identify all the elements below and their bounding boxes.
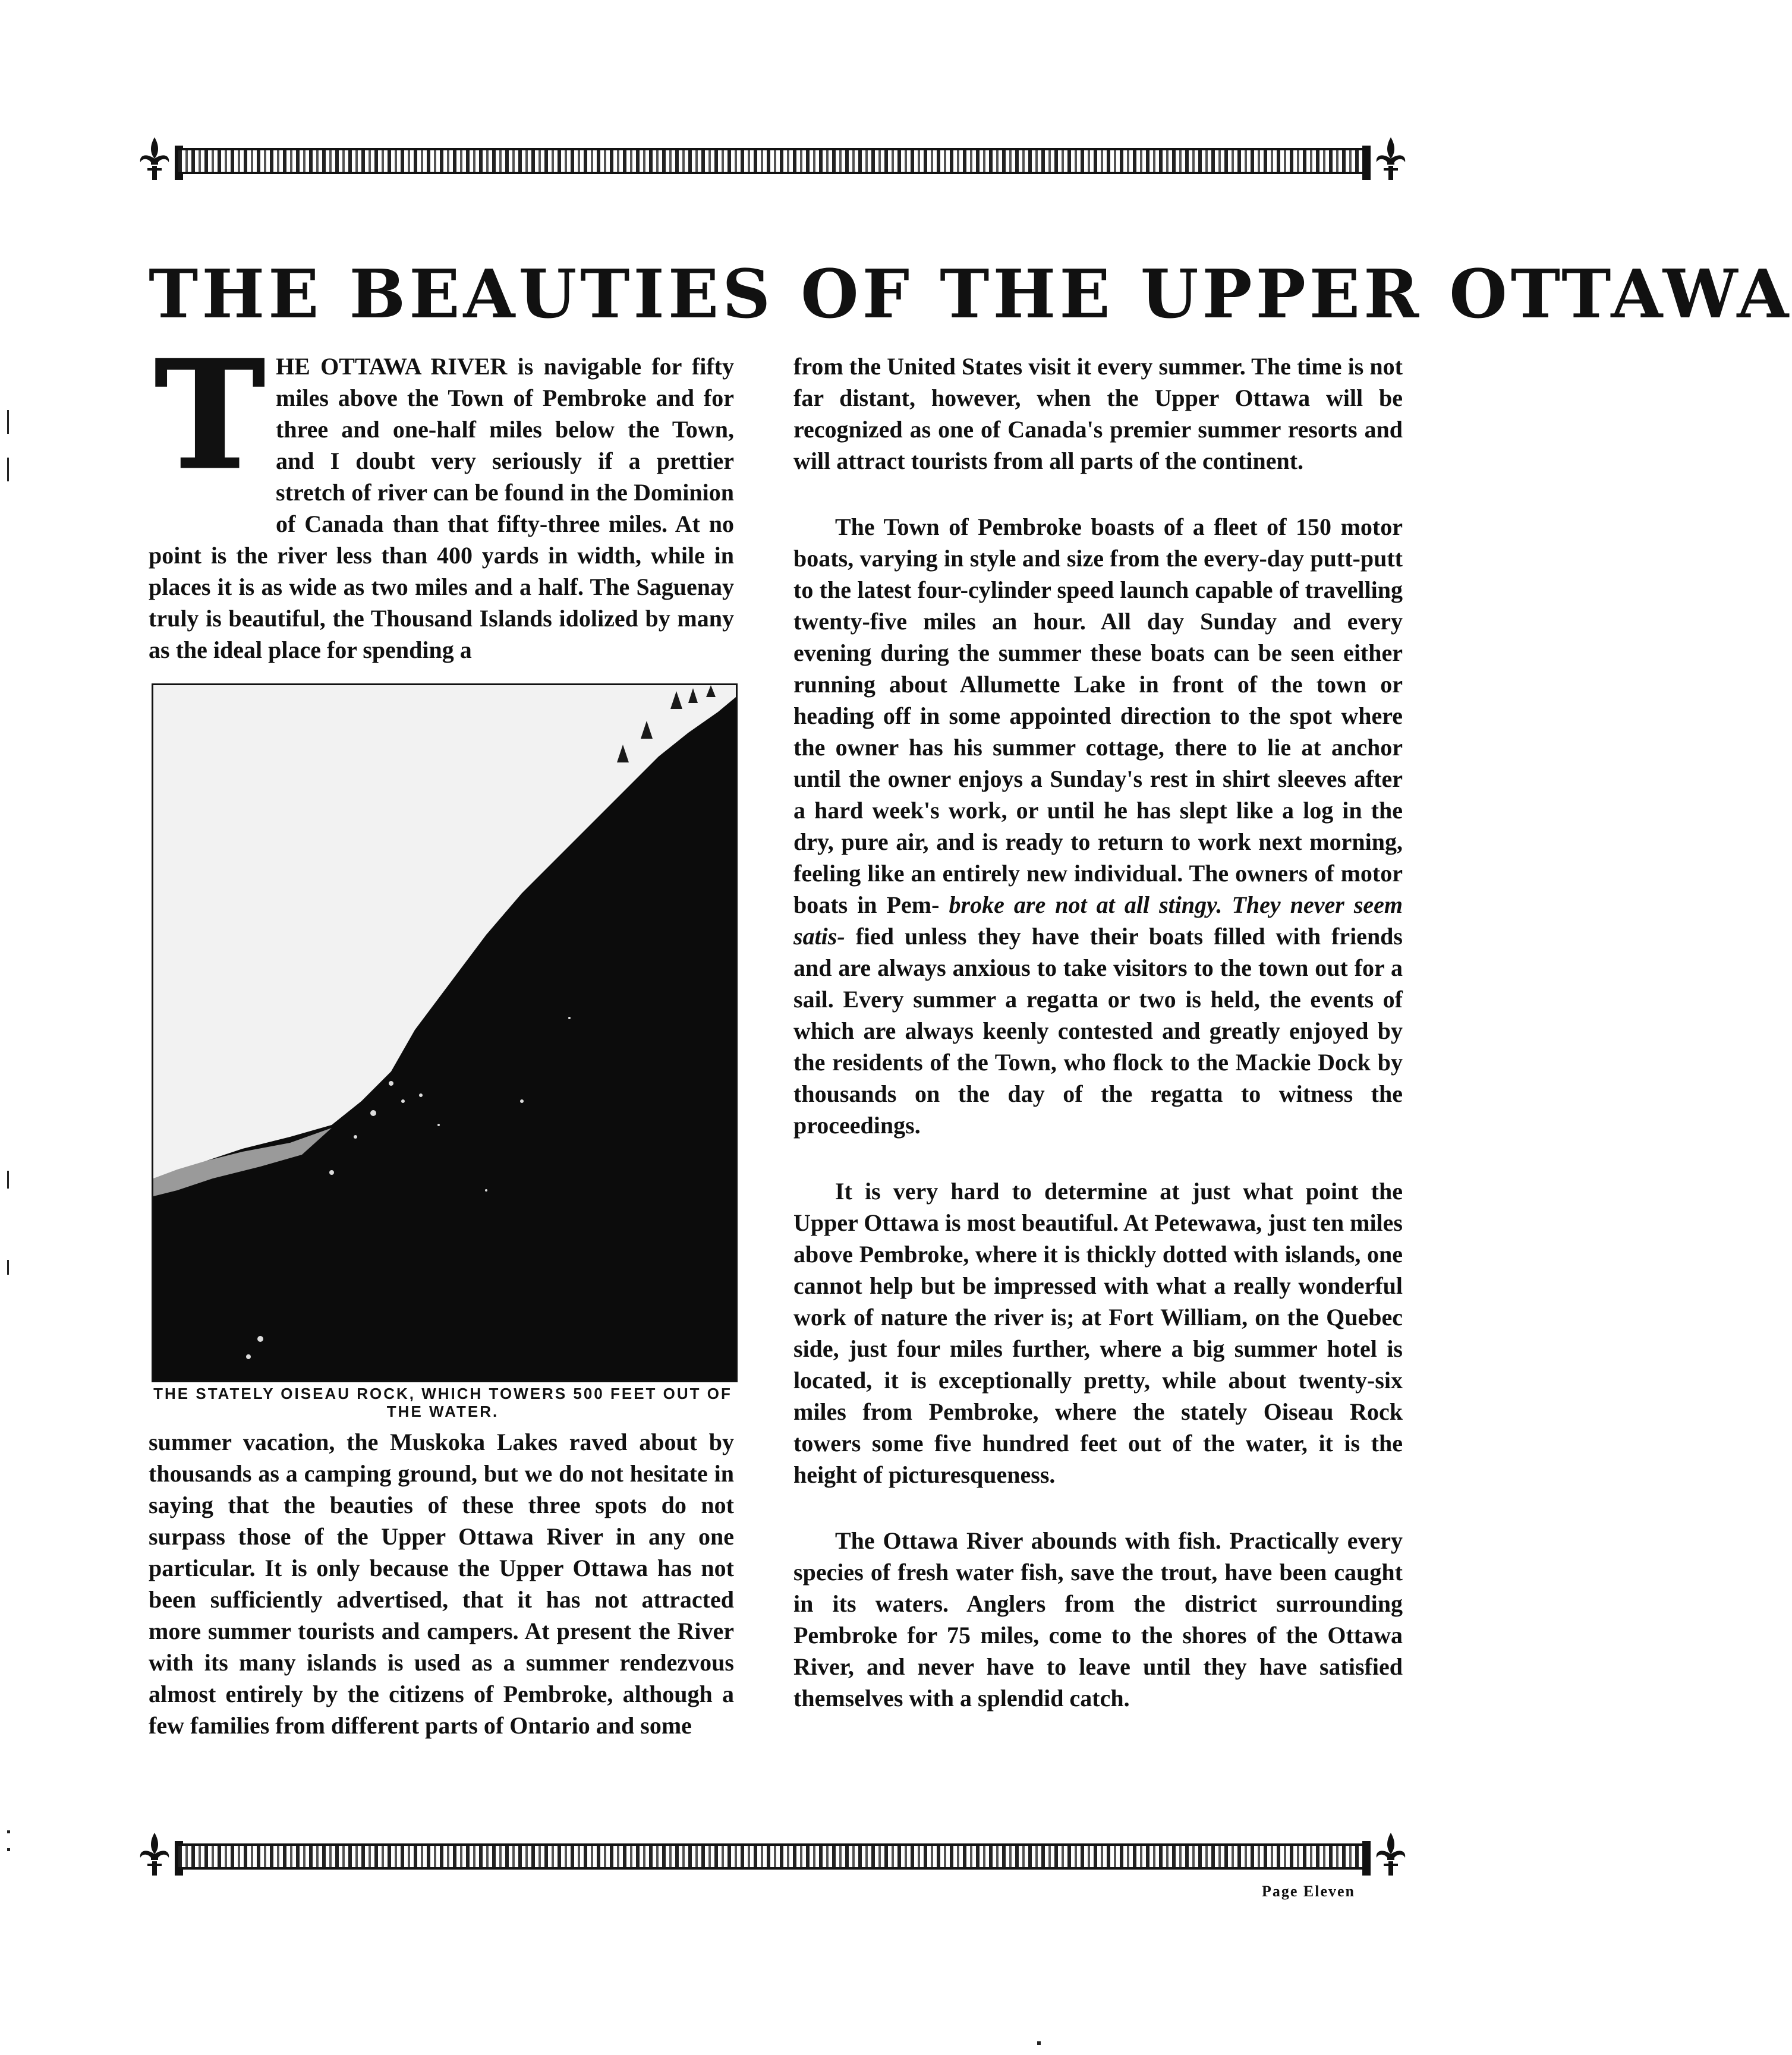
oiseau-rock-photo xyxy=(152,683,738,1382)
continuation-paragraph: summer vacation, the Muskoka Lakes raved about by thousands as a camping ground, but we do not hesitate in saying that the beauties of these three spots do not surpass those of the Upper Ottawa River in any one particular. It is only because the Upper Ottawa has not been sufficiently advertised, that it has not attracted more summer tourists and campers. At present the River with its many islands is used as a summer rendezvous almost entirely by the citizens of Pembroke, although a few families from different parts of Ontario and some xyxy=(149,1429,734,1739)
scan-mark xyxy=(7,1830,10,1833)
scan-mark xyxy=(7,1848,10,1851)
right-column xyxy=(793,351,1403,1801)
intro-paragraph: HE OTTAWA RIVER is navigable for fifty miles above the Town of Pembroke and for three and one-half miles below the Town, and I doubt very seriously if a prettier stretch of river can be found in the Dominion of Canada than that fifty-three miles. At no point is the river less than 400 yards in width, while in places it is as wide as two miles and a half. The Saguenay truly is beautiful, the Thousand Islands idolized by many as the ideal place for spending a xyxy=(149,353,734,663)
scan-mark xyxy=(1037,2041,1041,2045)
scan-mark xyxy=(7,1260,9,1275)
page-number: Page Eleven xyxy=(1261,1883,1355,1900)
left-column-bottom xyxy=(149,1426,734,1771)
scan-mark xyxy=(7,1171,9,1189)
paragraph-1: from the United States visit it every summer. The time is not far distant, however, when the Upper Ottawa will be recognized as one of Canada's premier summer resorts and will attract tourists from all parts of the continent. xyxy=(793,353,1403,474)
left-column-top xyxy=(149,327,734,663)
paragraph-2-start: The Town of Pembroke boasts of a fleet of 150 motor boats, varying in style and size from the every-day putt-putt to the latest four-cylinder speed launch capable of travelling twenty-five miles an hour. All day Sunday and every evening during the summer these boats can be seen either running about Allumette Lake in front of the town or heading off in some appointed direction to the spot where the owner has his summer cottage, there to lie at anchor until the owner enjoys a Sunday's rest in shirt sleeves after a hard week's work, or until he has slept like a log in the dry, pure air, and is ready to return to work next morning, feeling like an entirely new individual. The owners of motor boats in Pem- xyxy=(793,513,1403,918)
drop-cap: T xyxy=(155,327,266,502)
page-title: THE BEAUTIES OF THE UPPER OTTAWA xyxy=(149,256,1792,333)
paragraph-4: The Ottawa River abounds with fish. Practically every species of fresh water fish, save the trout, have been caught in its waters. Anglers from the district surrounding Pembroke for 75 miles, come to the shores of the Ottawa River, and never have to leave until they have satisfied themselves with a splendid catch. xyxy=(793,1527,1403,1712)
fleur-de-lis-icon xyxy=(1373,1830,1409,1878)
paragraph-2-end: fied unless they have their boats filled with friends and are always anxious to take visitors to the town out for a sail. Every summer a regatta or two is held, the events of which are always keenly contested and greatly enjoyed by the residents of the Town, who flock to the Mackie Dock by thousands on the day of the regatta to witness the proceedings. xyxy=(793,923,1403,1139)
fleur-de-lis-icon xyxy=(137,135,172,182)
border-cap xyxy=(1362,1841,1371,1876)
paragraph-2 xyxy=(793,511,1403,1141)
paragraph-2-italic: broke are not at all stingy. They never seem satis- xyxy=(793,891,1403,950)
rock-cliff-image xyxy=(153,685,736,1380)
fleur-de-lis-icon xyxy=(137,1830,172,1878)
paragraph-3: It is very hard to determine at just what point the Upper Ottawa is most beautiful. At Petewawa, just ten miles above Pembroke, where it is thickly dotted with islands, one cannot help but be impressed with what a really wonderful work of nature the river is; at Fort William, on the Quebec side, just four miles further, where a big summer hotel is located, it is exceptionally pretty, while about twenty-six miles from Pembroke, where the stately Oiseau Rock towers some five hundred feet out of the water, it is the height of picturesqueness. xyxy=(793,1178,1403,1488)
scan-mark xyxy=(7,410,9,434)
scan-mark xyxy=(7,458,9,481)
top-border xyxy=(137,134,1409,187)
bottom-border xyxy=(137,1829,1409,1883)
ornament-strip xyxy=(178,148,1367,174)
border-cap xyxy=(1362,146,1371,180)
photo-caption: THE STATELY OISEAU ROCK, WHICH TOWERS 500 FEET OUT OF THE WATER. xyxy=(153,1385,732,1420)
ornament-strip xyxy=(178,1843,1367,1870)
fleur-de-lis-icon xyxy=(1373,135,1409,182)
